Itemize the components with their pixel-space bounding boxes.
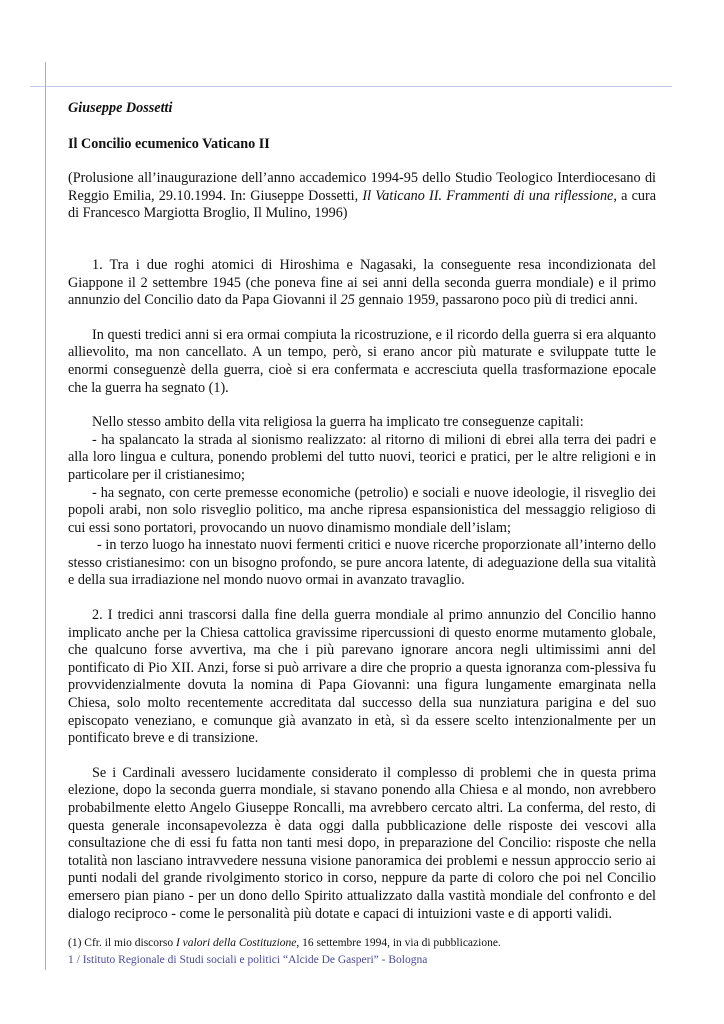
paragraph-2: In questi tredici anni si era ormai compiuta la ricostruzione, e il ricordo della guerra si era alquanto allievolito, ma non cancellato. A un tempo, però, si erano ancor più maturate e sviluppate tutte le enormi conseguenzè della guerra, cioè si era confermata e accresciuta quella trasformazione epocale che la guerra ha segnato (1). [68,326,656,396]
intro-paragraph: (Prolusione all’inaugurazione dell’anno accademico 1994-95 dello Studio Teologico Interdiocesano di Reggio Emilia, 29.10.1994. In: Giuseppe Dossetti, Il Vaticano II. Frammenti di una riflessione, a cura di Francesco Margiotta Broglio, Il Mulino, 1996) [68,170,656,222]
book-title: Il Vaticano II. Frammenti di una riflessione [362,187,614,204]
list-item: - ha segnato, con certe premesse economiche (petrolio) e sociali e nuove ideologie, il risveglio dei popoli arabi, non solo risveglio politico, ma anche ripresa espansionistica del messaggio religioso di cui essi sono portatori, provocando un nuovo dinamismo mondiale dell’islam; [68,484,656,536]
document-title: Il Concilio ecumenico Vaticano II [68,135,270,152]
date-italic: 25 [340,292,355,309]
list-item: - ha spalancato la strada al sionismo realizzato: al ritorno di milioni di ebrei alla terra dei padri e alla loro lingua e cultura, ponendo problemi del tutto nuovi, teorici e pratici, per le altre religioni e in particolare per il cristianesimo; [68,431,656,483]
author-name: Giuseppe Dossetti [68,100,173,116]
list-lead: Nello stesso ambito della vita religiosa la guerra ha implicato tre conseguenze capitali: [92,414,584,431]
paragraph-4: 2. I tredici anni trascorsi dalla fine della guerra mondiale al primo annunzio del Concilio hanno implicato anche per la Chiesa cattolica gravissime ripercussioni di questo enorme mutamento globale, che qualcuno forse avvertiva, ma che i più parevano ignorare ancora negli ultimissimi anni del pontificato di Pio XII. Anzi, forse si può arrivare a dire che proprio a questa ignoranza com-plessiva fu provvidenzialmente dovuta la nomina di Papa Giovanni: una figura lungamente emarginata nella Chiesa, solo molto recentemente accreditata dal successo della sua nunziatura parigina e del suo episcopato veneziano, e comunque già avanzato in età, sì da essere scelto intenzionalmente per un pontificato breve e di transizione. [68,607,656,747]
footnote: (1) Cfr. il mio discorso I valori della Costituzione, 16 settembre 1994, in via di pubblicazione. [68,937,501,950]
footnote-work-title: I valori della Costituzione, [175,937,300,950]
document-body [68,100,656,950]
page-footer: 1 / Istituto Regionale di Studi sociali e politici “Alcide De Gasperi” - Bologna [68,954,428,966]
paragraph-5: Se i Cardinali avessero lucidamente considerato il complesso di problemi che in questa prima elezione, dopo la seconda guerra mondiale, si stavano ponendo alla Chiesa e al mondo, non avrebbero probabilmente eletto Angelo Giuseppe Roncalli, ma avrebbero cercato altri. La conferma, del resto, di questa generale inconsapevolezza è data oggi dalla pubblicazione delle risposte dei vescovi alla consultazione che di essi fu fatta non tanti mesi dopo, in preparazione del Concilio: risposte che nella totalità non lasciano intravvedere nessuna visione panoramica dei problemi e nessun approccio serio ai punti nodali del grande rivolgimento storico in corso, neppure da parte di coloro che poi nel Concilio emersero pian piano - per un dono dello Spirito attualizzato dalla vastità mondiale del confronto e del dialogo reciproco - come le personalità più dotate e capaci di intuizioni vaste e di apporti validi. [68,764,656,922]
list-item: - in terzo luogo ha innestato nuovi fermenti critici e nuove ricerche proporzionate all’interno dello stesso cristianesimo: con un bisogno profondo, se pure ancora latente, di adeguazione della sua vitalità e della sua irradiazione nel mondo nuovo ormai in avanzato travaglio. [68,537,656,589]
margin-rule [45,62,46,970]
consequences-list [68,414,656,590]
paragraph-1: 1. Tra i due roghi atomici di Hiroshima e Nagasaki, la conseguente resa incondizionata del Giappone il 2 settembre 1945 (che poneva fine ai sei anni della seconda guerra mondiale) e il primo annunzio del Concilio dato da Papa Giovanni il 25 gennaio 1959, passarono poco più di tredici anni. [68,256,656,309]
header-rule [30,86,672,87]
